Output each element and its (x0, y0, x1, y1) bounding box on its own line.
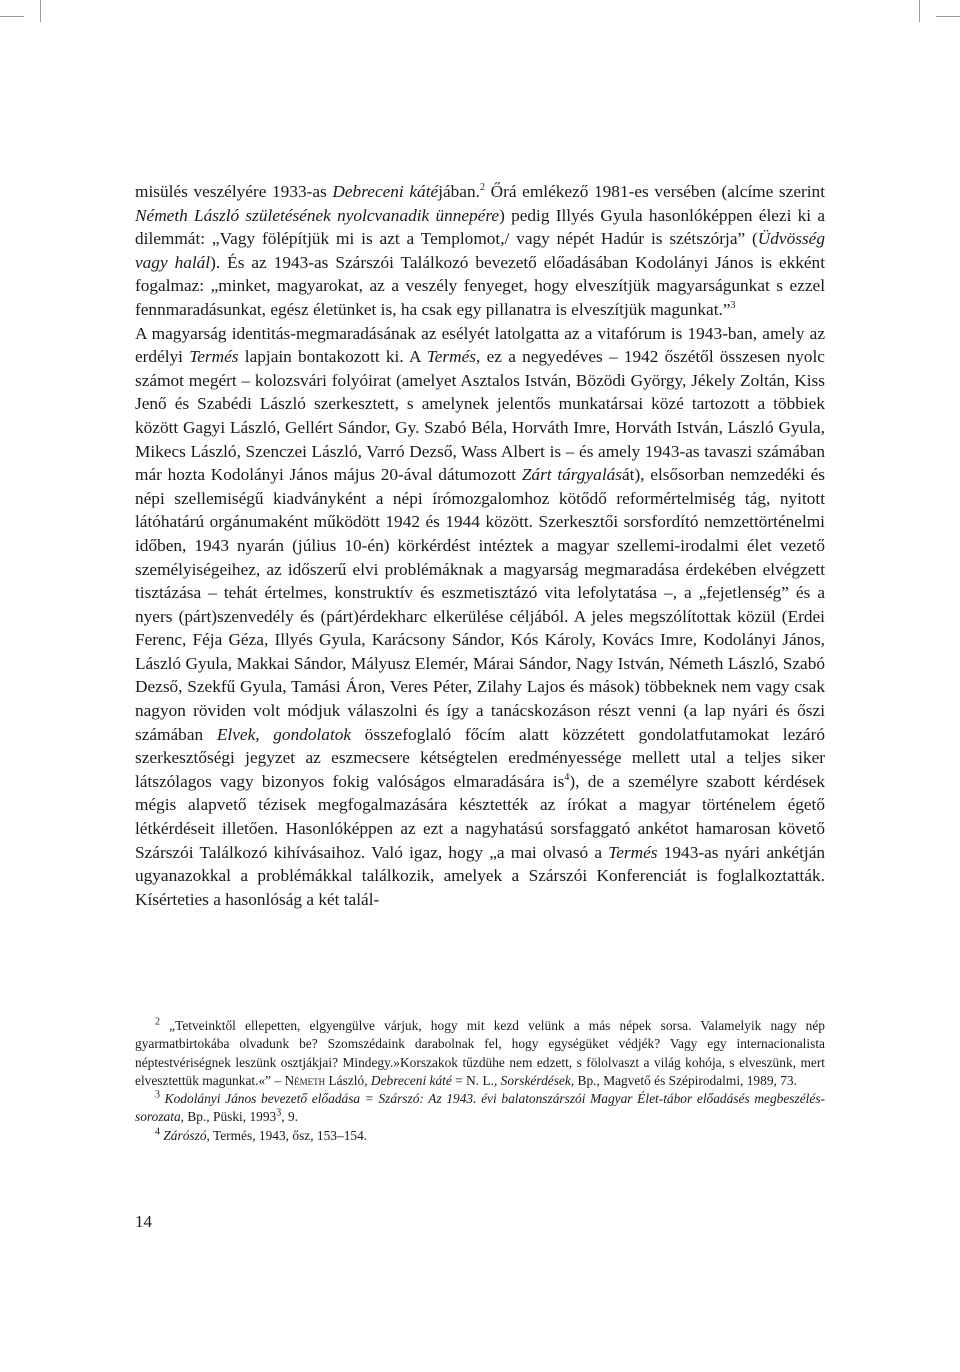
text-run: jában. (438, 182, 480, 201)
footnote-ref: 4 (564, 772, 570, 784)
italic-run: Zárt tárgyalás (521, 465, 622, 485)
text-run: „Tetveinktől ellepetten, elgyengülve várjuk, hogy mit kezd velünk a más népek sorsa. Valamelyik nagy nép gyarmatbirtokába olvadunk be? Szomszédaink darabolnak fel, hogy egységüket védjék? Vagy egy internacionalista néptestvériségnek leszünk osztjákjai? Mindegy.»Korszakok tűzdühe nem edzett, s fölolvaszt a világ kohója, s elveszünk, mert elvesztettük magunkat.«” – (135, 1018, 825, 1088)
paragraph-1 (135, 180, 825, 322)
footnote-ref: 2 (155, 1016, 160, 1028)
footnote-ref: 3 (155, 1089, 160, 1101)
italic-run: Termés (426, 347, 477, 367)
paragraph-2 (135, 322, 825, 912)
text-run: , Bp., Püski, 1993 (180, 1109, 277, 1125)
text-run: misülés veszélyére 1933-as (135, 182, 333, 201)
italic-run: Debreceni káté (332, 182, 439, 201)
text-run: ) pedig Illyés Gyula hasonlóképpen élezi ki a dilemmát: „Vagy fölépítjük mi is azt a Templomot,/ vagy népét Hadúr is szétszórja” ( (135, 205, 825, 249)
text-run: , Termés, 1943, ősz, 153–154. (206, 1127, 368, 1143)
footnote-4 (135, 1127, 825, 1145)
italic-run: Termés (608, 842, 658, 862)
footnote-2 (135, 1017, 825, 1090)
text-run: 1943-as nyári ankétján ugyanazokkal a problémákkal találkozik, amelyek a Szárszói Konferenciát is foglalkoztatták. Kísérteties a hasonlóság a két talál- (135, 842, 825, 909)
footnotes (135, 1017, 825, 1145)
text-run: Németh (284, 1072, 326, 1088)
text-run: ), de a személyre szabott kérdések mégis alapvető tézisek megfogalmazására késztették az írókat a magyar történelem égető létkérdéseit illetően. Hasonlóképpen az ezt a nagyhatású sorsfaggató ankétot hamarosan követő Szárszói Találkozó kihívásaihoz. Való igaz, hogy „a mai olvasó a (135, 771, 825, 862)
text-run: összefoglaló főcím alatt közzétett gondolatfutamokat lezáró szerkesztőségi jegyzet az eszmecsere kétségtelen eredményessége mellett utal a teljes siker látszólagos vagy bizonyos fokig valóságos elmaradására is (135, 724, 826, 791)
text-run: át), elsősorban nemzedéki és népi szellemiségű kiadványként a népi írómozgalomhoz kötődő reformértelmiség tág, nyitott látóhatárú orgánumaként működött 1942 és 1944 között. Szerkesztői sorsfordító nemzettörténelmi időben, 1943 nyarán (július 10-én) körkérdést intéztek a magyar szellemi-irodalmi élet vezető személyiségeihez, az időszerű elvi problémáknak a magyarság megmaradása érdekében elvégzett tisztázása – tehát értelmes, konstruktív és eszmetisztázó vita lefolytatása –, a „fejetlenség” és a nyers (párt)szenvedély és (párt)érdekharc elkerülése céljából. A jeles megszólítottak közül (Erdei Ferenc, Féja Géza, Illyés Gyula, Karácsony Sándor, Kós Károly, Kovács Imre, Kodolányi János, László Gyula, Makkai Sándor, Mályusz Elemér, Márai Sándor, Nagy István, Németh László, Szabó Dezső, Szekfű Gyula, Tamási Áron, Veres Péter, Zilahy Lajos és mások) többeknek nem vagy csak nagyon röviden volt módjuk válaszolni és így a tanácskozáson részt venni (a lap nyári és őszi számában (135, 465, 825, 744)
body-text (135, 180, 825, 911)
text-run: , Bp., Magvető és Szépirodalmi, 1989, 73. (570, 1072, 797, 1088)
footnote-3 (135, 1090, 825, 1127)
crop-mark-top-left-vertical (40, 0, 41, 22)
text-run: = N. L., (451, 1072, 501, 1088)
footnote-ref: 4 (155, 1126, 160, 1138)
text-run: , 9. (281, 1109, 299, 1125)
italic-run: Termés (189, 347, 239, 367)
crop-mark-top-right-horizontal (936, 16, 960, 17)
text-run: lapjain bontakozott ki. A (238, 347, 427, 367)
italic-run: Sorskérdések (500, 1072, 571, 1088)
text-run: László, (325, 1072, 371, 1088)
text-run: ). És az 1943-as Szárszói Találkozó bevezető előadásában Kodolányi János is ekként fogalmaz: „minket, magyarokat, az a veszély fenyeget, hogy elveszítjük magyarságunkat s ezzel fennmaradásunkat, egész életünket is, ha csak egy pillanatra is elveszítjük magunkat.” (135, 252, 825, 319)
italic-run: Debreceni káté (370, 1072, 452, 1088)
italic-run: Zárószó (163, 1127, 207, 1143)
italic-run: Németh László születésének nyolcvanadik ünnepére (135, 205, 500, 225)
text-run: , ez a negyedéves – 1942 őszétől összesen nyolc számot megért – kolozsvári folyóirat (amelyet Asztalos István, Bözödi György, Jékely Zoltán, Kiss Jenő és Szabédi László szerkesztett, s amelynek jelentős munkatársai közé tartozott a többiek között Gagyi László, Gellért Sándor, Gy. Szabó Béla, Horváth Imre, Horváth István, László Gyula, Mikecs László, Szenczei László, Varró Dezső, Wass Albert is – és amely 1943-as tavaszi számában már hozta Kodolányi János május 20-ával dátumozott (135, 347, 825, 485)
footnote-ref: 3 (730, 300, 736, 312)
text-run: A magyarság identitás-megmaradásának az esélyét latolgatta az a vitafórum is 1943-ban, amely az erdélyi (135, 323, 825, 367)
crop-mark-top-right-vertical (919, 0, 920, 22)
crop-mark-top-left-horizontal (0, 16, 24, 17)
page-number: 14 (135, 1212, 152, 1231)
italic-run: Elvek, gondolatok (216, 724, 352, 744)
italic-run: Üdvösség vagy halál (135, 229, 825, 272)
footnote-ref: 2 (479, 182, 485, 194)
footnote-ref: 3 (276, 1108, 282, 1120)
italic-run: Kodolányi János bevezető előadása = Szárszó: Az 1943. évi balatonszárszói Magyar Élet-tábor előadásés megbeszélés-sorozata (135, 1091, 825, 1125)
text-run: Őrá emlékező 1981-es versében (alcíme szerint (484, 182, 825, 201)
